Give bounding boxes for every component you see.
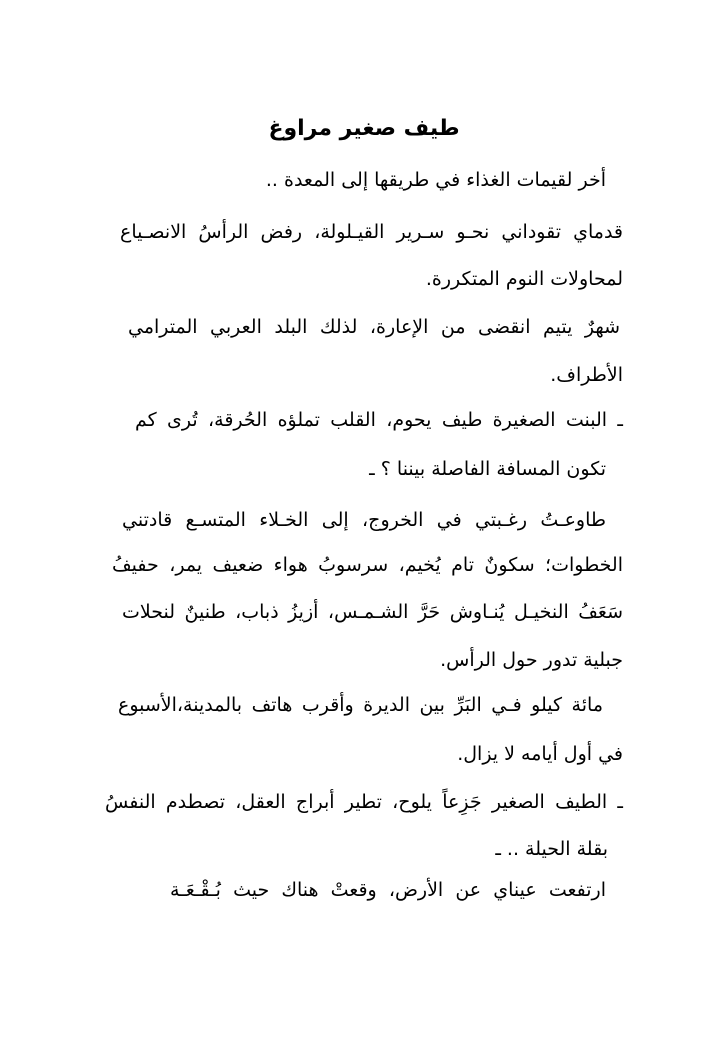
text-line-8: طاوعـتُ رغـبتي في الخروج، إلى الخـلاء المتسـع قادتني [122,509,606,531]
text-line-5: الأطراف. [550,364,623,386]
story-title: طيف صغير مراوغ [268,116,460,141]
text-line-16: ارتفعت عيناي عن الأرض، وقعتْ هناك حيث بُـقْـعَـة [170,879,606,901]
text-line-3: لمحاولات النوم المتكررة. [425,268,623,290]
text-line-6: ـ البنت الصغيرة طيف يحوم، القلب تملؤه الحُرقة، تُرى كم [135,409,623,431]
text-line-11: جبلية تدور حول الرأس. [440,649,623,671]
text-line-2: قدماي تقوداني نحـو سـرير القيـلولة، رفض الرأسُ الانصـياع [120,221,623,243]
text-line-15: بقلة الحيلة .. ـ [495,838,608,860]
text-line-13: في أول أيامه لا يزال. [457,743,623,765]
text-line-14: ـ الطيف الصغير جَزِعاً يلوح، تطير أبراج العقل، تصطدم النفسُ [105,791,623,813]
text-line-7: تكون المسافة الفاصلة بيننا ؟ ـ [369,458,606,480]
text-line-12: مائة كيلو فـي البَرِّ بين الديرة وأقرب هاتف بالمدينة،الأسبوع [118,694,603,716]
text-line-9: الخطوات؛ سكونٌ تام يُخيم، سرسوبُ هواء ضعيف يمر، حفيفُ [112,554,623,576]
text-line-1: أخر لقيمات الغذاء في طريقها إلى المعدة .. [265,169,606,191]
text-line-10: سَعَفُ النخيـل يُنـاوش حَرَّ الشـمـس، أزيزُ ذباب، طنينٌ لنحلات [122,601,623,623]
text-line-4: شهرٌ يتيم انقضى من الإعارة، لذلك البلد العربي المترامي [128,316,620,338]
